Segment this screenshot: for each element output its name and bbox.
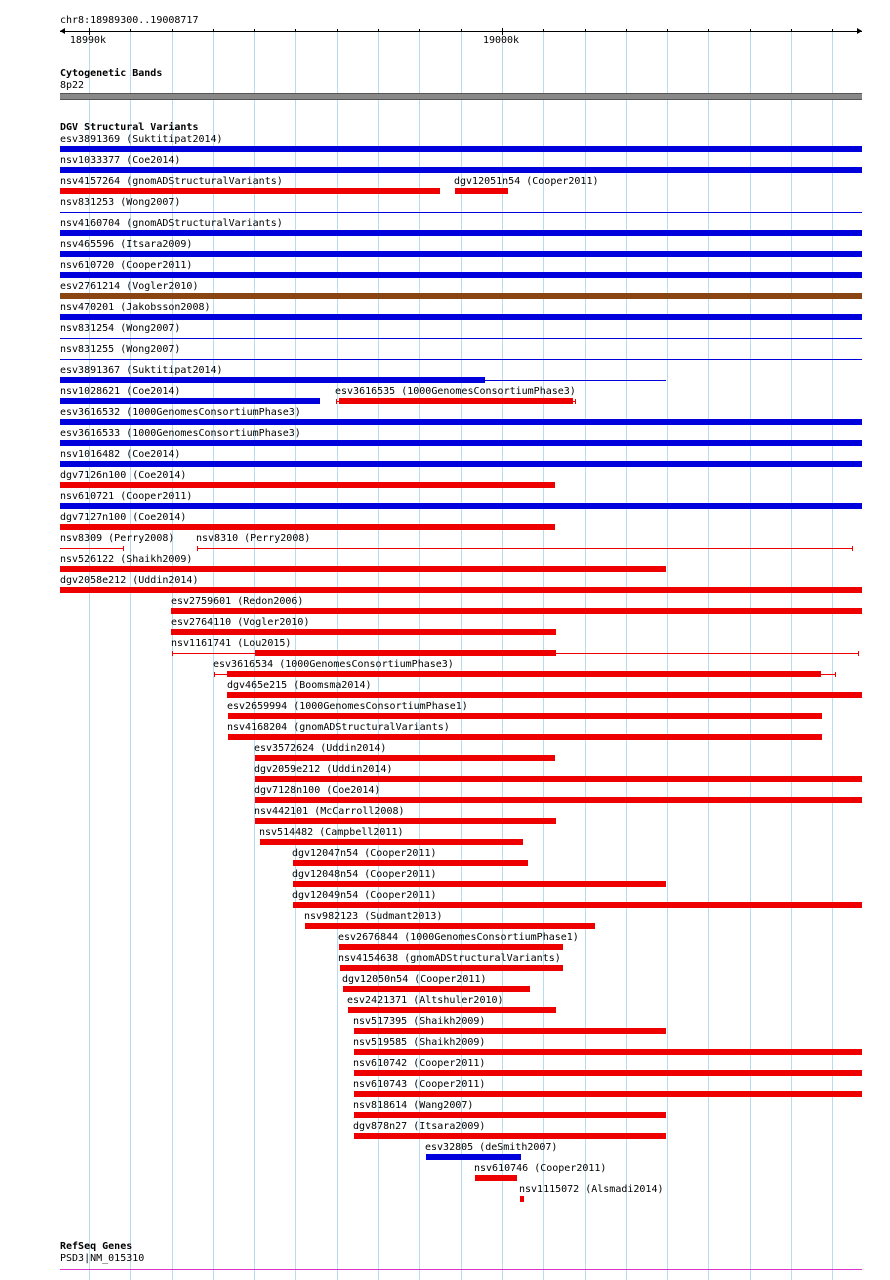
variant-label[interactable]: nsv1115072 (Alsmadi2014) <box>519 1184 664 1195</box>
variant-label[interactable]: esv2659994 (1000GenomesConsortiumPhase1) <box>227 701 468 712</box>
variant-label[interactable]: esv3616533 (1000GenomesConsortiumPhase3) <box>60 428 301 439</box>
dgv-track-title[interactable]: DGV Structural Variants <box>60 122 199 133</box>
variant-label[interactable]: nsv4160704 (gnomADStructuralVariants) <box>60 218 283 229</box>
variant-bar[interactable] <box>60 524 555 530</box>
variant-label[interactable]: nsv470201 (Jakobsson2008) <box>60 302 211 313</box>
variant-bar[interactable] <box>60 482 555 488</box>
ruler-tick <box>378 29 379 32</box>
ruler-coordinates: chr8:18989300..19008717 <box>60 15 199 26</box>
variant-label[interactable]: dgv7126n100 (Coe2014) <box>60 470 187 481</box>
variant-bar[interactable] <box>60 398 320 404</box>
ruler-tick <box>791 29 792 32</box>
variant-label[interactable]: esv2676844 (1000GenomesConsortiumPhase1) <box>338 932 579 943</box>
variant-label[interactable]: nsv519585 (Shaikh2009) <box>353 1037 486 1048</box>
variant-label[interactable]: nsv831254 (Wong2007) <box>60 323 181 334</box>
variant-label[interactable]: nsv818614 (Wang2007) <box>353 1100 474 1111</box>
ruler-tick <box>750 29 751 32</box>
variant-bar[interactable] <box>60 188 440 194</box>
variant-bar[interactable] <box>60 167 862 173</box>
variant-label[interactable]: nsv831255 (Wong2007) <box>60 344 181 355</box>
ruler-tick <box>461 29 462 32</box>
variant-label[interactable]: nsv8310 (Perry2008) <box>196 533 311 544</box>
variant-bar[interactable] <box>227 692 862 698</box>
variant-label[interactable]: nsv1033377 (Coe2014) <box>60 155 181 166</box>
variant-bar[interactable] <box>60 314 862 320</box>
variant-bar[interactable] <box>60 230 862 236</box>
variant-extent-line[interactable] <box>197 548 852 549</box>
variant-bar[interactable] <box>354 1028 666 1034</box>
variant-bar[interactable] <box>60 440 862 446</box>
variant-end-cap <box>835 672 836 677</box>
variant-label[interactable]: nsv4168204 (gnomADStructuralVariants) <box>227 722 450 733</box>
cyto-band-label: 8p22 <box>60 80 85 91</box>
variant-bar[interactable] <box>348 1007 556 1013</box>
ruler-tick <box>832 29 833 32</box>
variant-label[interactable]: nsv8309 (Perry2008) <box>60 533 175 544</box>
variant-label[interactable]: dgv7128n100 (Coe2014) <box>254 785 381 796</box>
variant-bar[interactable] <box>255 755 555 761</box>
variant-bar[interactable] <box>305 923 595 929</box>
variant-bar[interactable] <box>60 293 862 299</box>
variant-label[interactable]: nsv4154638 (gnomADStructuralVariants) <box>338 953 561 964</box>
variant-end-cap <box>858 651 859 656</box>
ruler-tick <box>337 29 338 32</box>
variant-bar[interactable] <box>60 272 862 278</box>
ruler-left-arrow <box>60 28 65 34</box>
variant-label[interactable]: esv3891369 (Suktitipat2014) <box>60 134 223 145</box>
variant-bar[interactable] <box>228 713 822 719</box>
variant-bar[interactable] <box>354 1070 862 1076</box>
variant-label[interactable]: dgv465e215 (Boomsma2014) <box>227 680 372 691</box>
variant-bar[interactable] <box>60 338 862 339</box>
variant-label[interactable]: nsv526122 (Shaikh2009) <box>60 554 193 565</box>
variant-label[interactable]: esv2764110 (Vogler2010) <box>171 617 310 628</box>
variant-end-cap <box>172 651 173 656</box>
variant-extent-line[interactable] <box>60 548 123 549</box>
variant-bar[interactable] <box>293 860 528 866</box>
variant-label[interactable]: esv3616534 (1000GenomesConsortiumPhase3) <box>213 659 454 670</box>
ruler-tick <box>502 28 503 35</box>
variant-bar[interactable] <box>171 629 556 635</box>
variant-bar[interactable] <box>60 461 862 467</box>
variant-bar[interactable] <box>255 650 556 656</box>
variant-label[interactable]: esv2421371 (Altshuler2010) <box>347 995 504 1006</box>
variant-end-cap <box>214 672 215 677</box>
variant-label[interactable]: nsv610720 (Cooper2011) <box>60 260 193 271</box>
ruler-tick <box>254 29 255 32</box>
variant-end-cap <box>123 546 124 551</box>
variant-bar[interactable] <box>255 776 862 782</box>
variant-bar[interactable] <box>293 881 666 887</box>
ruler-label-19000k: 19000k <box>482 35 520 46</box>
ruler-tick <box>626 29 627 32</box>
variant-bar[interactable] <box>354 1133 666 1139</box>
variant-label[interactable]: esv32805 (deSmith2007) <box>425 1142 558 1153</box>
ruler-tick <box>419 29 420 32</box>
variant-label[interactable]: nsv442101 (McCarroll2008) <box>254 806 405 817</box>
variant-label[interactable]: nsv831253 (Wong2007) <box>60 197 181 208</box>
variant-label[interactable]: nsv514482 (Campbell2011) <box>259 827 404 838</box>
variant-bar[interactable] <box>60 503 862 509</box>
variant-bar[interactable] <box>60 146 862 152</box>
variant-end-cap <box>197 546 198 551</box>
variant-label[interactable]: dgv12048n54 (Cooper2011) <box>292 869 437 880</box>
variant-label[interactable]: esv2759601 (Redon2006) <box>171 596 304 607</box>
ruler-tick <box>89 28 90 35</box>
variant-bar[interactable] <box>354 1049 862 1055</box>
variant-label[interactable]: esv3572624 (Uddin2014) <box>254 743 387 754</box>
variant-label[interactable]: nsv4157264 (gnomADStructuralVariants) <box>60 176 283 187</box>
variant-bar[interactable] <box>260 839 523 845</box>
variant-bar[interactable] <box>339 944 563 950</box>
variant-bar[interactable] <box>354 1091 862 1097</box>
variant-end-cap <box>852 546 853 551</box>
variant-label[interactable]: esv3616532 (1000GenomesConsortiumPhase3) <box>60 407 301 418</box>
variant-label[interactable]: nsv1161741 (Lou2015) <box>171 638 292 649</box>
variant-bar[interactable] <box>60 566 666 572</box>
variant-label[interactable]: dgv12051n54 (Cooper2011) <box>454 176 599 187</box>
variant-end-cap <box>336 399 337 404</box>
variant-label[interactable]: nsv517395 (Shaikh2009) <box>353 1016 486 1027</box>
variant-bar[interactable] <box>227 671 821 677</box>
ruler-tick <box>213 29 214 32</box>
variant-bar[interactable] <box>339 398 573 404</box>
variant-bar[interactable] <box>343 986 530 992</box>
variant-bar[interactable] <box>60 251 862 257</box>
ruler-tick <box>295 29 296 32</box>
cyto-band-bar[interactable] <box>60 93 862 100</box>
variant-label[interactable]: nsv982123 (Sudmant2013) <box>304 911 443 922</box>
variant-bar[interactable] <box>60 419 862 425</box>
variant-bar[interactable] <box>354 1112 666 1118</box>
variant-label[interactable]: nsv610742 (Cooper2011) <box>353 1058 486 1069</box>
variant-label[interactable]: nsv610743 (Cooper2011) <box>353 1079 486 1090</box>
variant-label[interactable]: dgv2059e212 (Uddin2014) <box>254 764 393 775</box>
variant-bar[interactable] <box>426 1154 521 1160</box>
cyto-track-title[interactable]: Cytogenetic Bands <box>60 68 163 79</box>
variant-label[interactable]: dgv12047n54 (Cooper2011) <box>292 848 437 859</box>
variant-label[interactable]: dgv7127n100 (Coe2014) <box>60 512 187 523</box>
refseq-track-title[interactable]: RefSeq Genes <box>60 1241 133 1252</box>
variant-bar[interactable] <box>228 734 822 740</box>
variant-bar[interactable] <box>60 377 485 383</box>
variant-bar[interactable] <box>60 359 862 360</box>
ruler-tick <box>585 29 586 32</box>
variant-bar[interactable] <box>255 818 556 824</box>
refseq-gene-label[interactable]: PSD3|NM_015310 <box>60 1253 145 1264</box>
ruler-right-arrow <box>857 28 862 34</box>
variant-label[interactable]: nsv610721 (Cooper2011) <box>60 491 193 502</box>
variant-label[interactable]: dgv2058e212 (Uddin2014) <box>60 575 199 586</box>
variant-label[interactable]: dgv878n27 (Itsara2009) <box>353 1121 486 1132</box>
variant-label[interactable]: dgv12049n54 (Cooper2011) <box>292 890 437 901</box>
variant-bar[interactable] <box>455 188 508 194</box>
ruler-tick <box>543 29 544 32</box>
ruler-tick <box>130 29 131 32</box>
variant-bar[interactable] <box>293 902 862 908</box>
variant-label[interactable]: esv2761214 (Vogler2010) <box>60 281 199 292</box>
variant-label[interactable]: esv3891367 (Suktitipat2014) <box>60 365 223 376</box>
ruler-tick <box>172 29 173 32</box>
variant-label[interactable]: nsv1028621 (Coe2014) <box>60 386 181 397</box>
ruler-label-18990k: 18990k <box>69 35 107 46</box>
variant-label[interactable]: nsv1016482 (Coe2014) <box>60 449 181 460</box>
variant-bar[interactable] <box>60 212 862 213</box>
variant-bar[interactable] <box>255 797 862 803</box>
variant-bar[interactable] <box>171 608 862 614</box>
variant-bar[interactable] <box>340 965 563 971</box>
refseq-gene-line[interactable] <box>60 1269 862 1270</box>
variant-label[interactable]: nsv465596 (Itsara2009) <box>60 239 193 250</box>
variant-extent-line[interactable] <box>485 380 666 381</box>
variant-bar[interactable] <box>60 587 862 593</box>
ruler-tick <box>667 29 668 32</box>
variant-label[interactable]: dgv12050n54 (Cooper2011) <box>342 974 487 985</box>
ruler-tick <box>708 29 709 32</box>
variant-label[interactable]: nsv610746 (Cooper2011) <box>474 1163 607 1174</box>
variant-label[interactable]: esv3616535 (1000GenomesConsortiumPhase3) <box>335 386 576 397</box>
variant-end-cap <box>575 399 576 404</box>
variant-bar[interactable] <box>475 1175 517 1181</box>
variant-bar[interactable] <box>520 1196 524 1202</box>
